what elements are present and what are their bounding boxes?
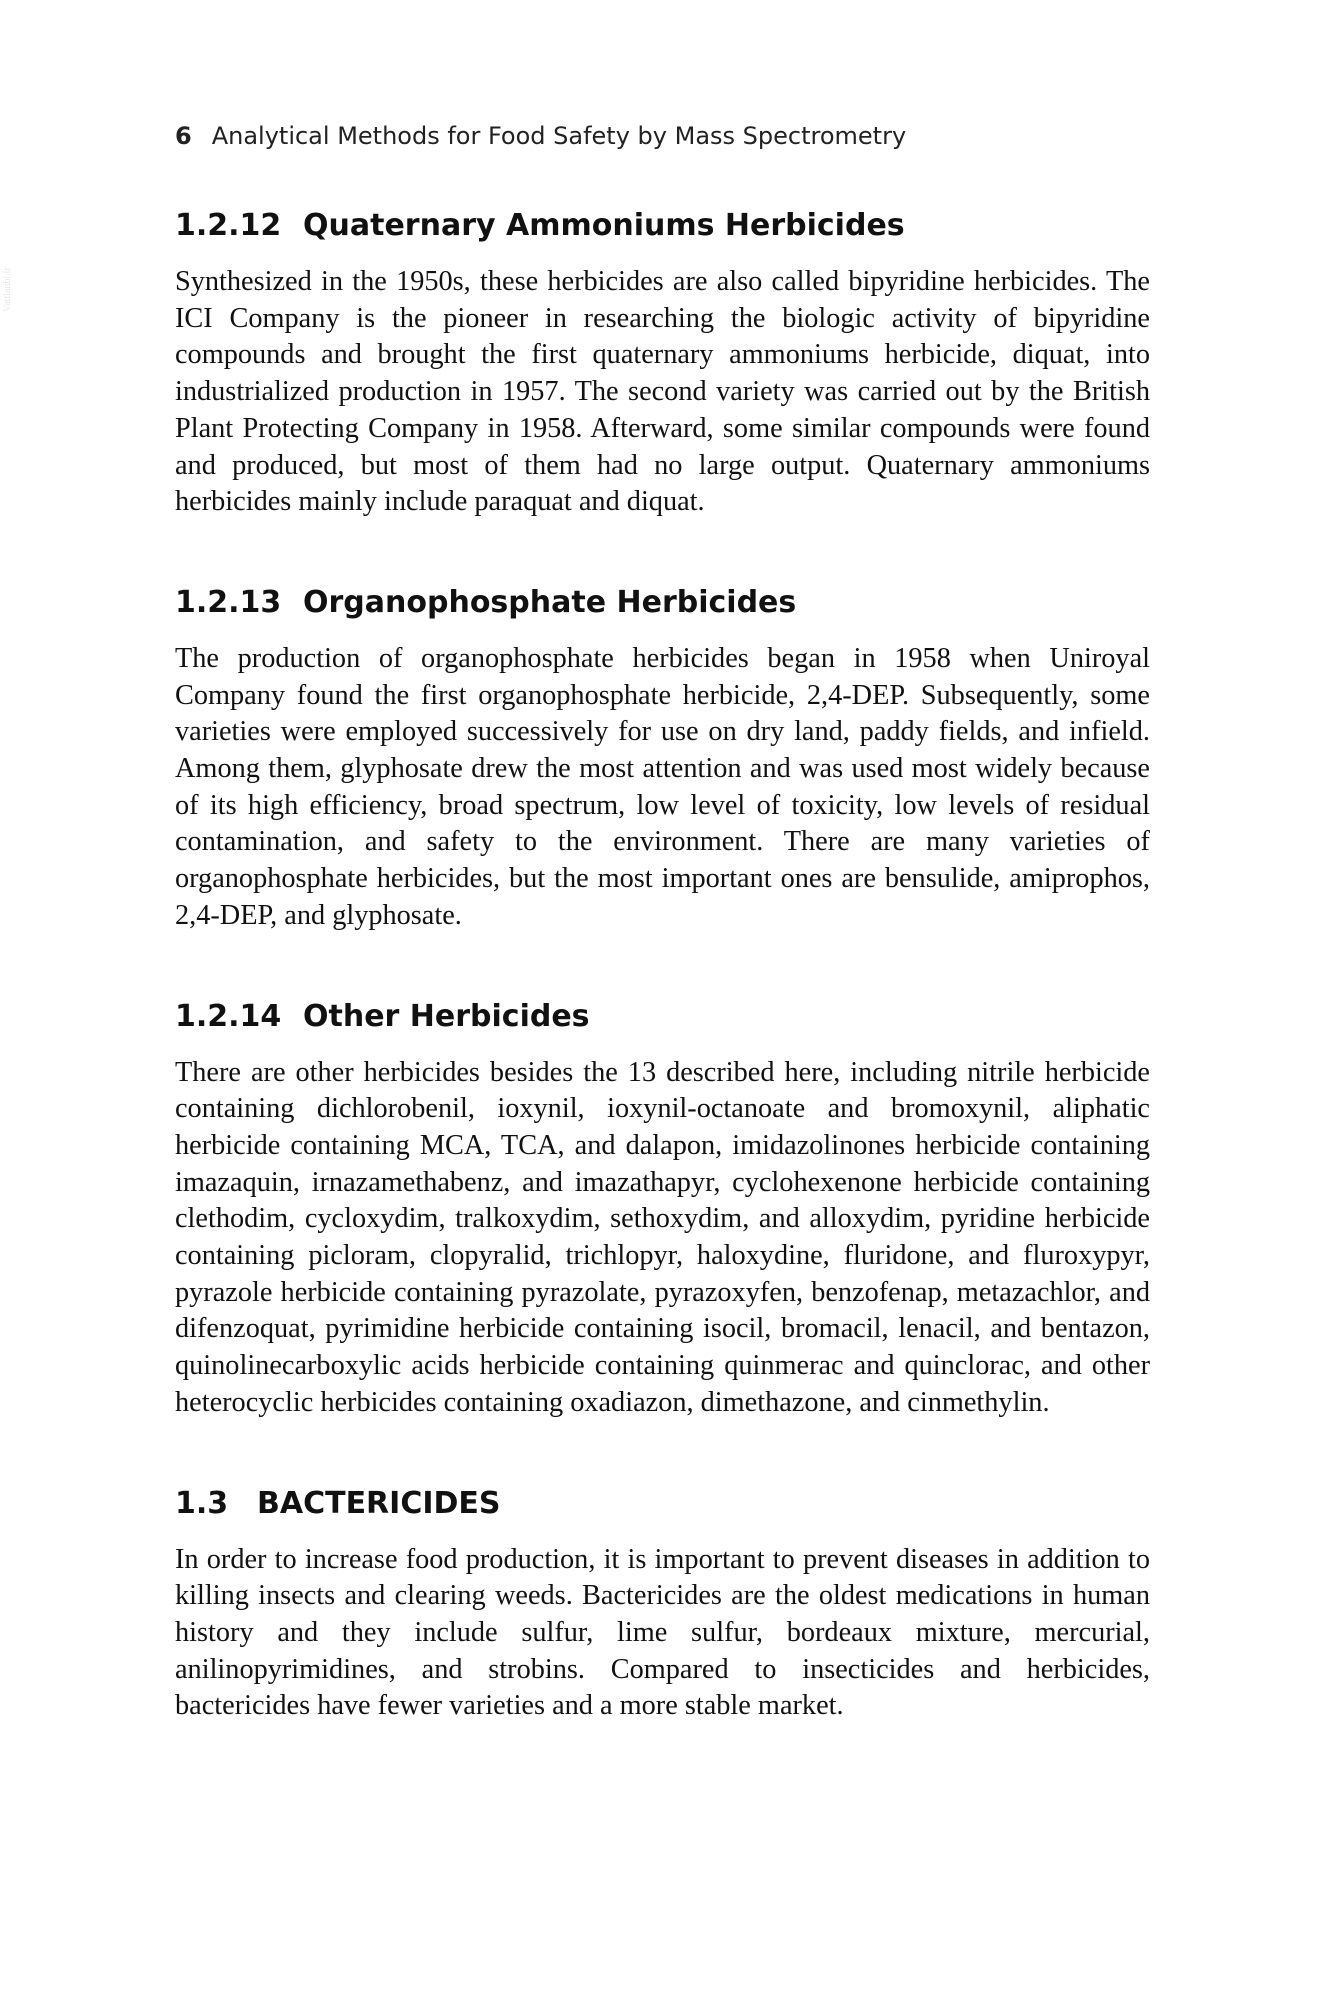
document-page (175, 118, 1150, 1725)
section-paragraph: In order to increase food production, it is important to prevent diseases in addition to killing insects and clearing weeds. Bactericides are the oldest medications in human history and they include sulfur, lime sulfur, bordeaux mixture, mercurial, anilinopyrimidines, and strobins. Compared to insecticides and herbicides, bactericides have fewer varieties and a more stable market. (175, 1543, 1150, 1722)
section-quaternary-ammoniums-herbicides (175, 206, 1150, 521)
section-number: 1.2.12 (175, 208, 282, 243)
section-number: 1.2.14 (175, 998, 282, 1034)
section-organophosphate-herbicides (175, 583, 1150, 935)
section-heading (175, 997, 1150, 1037)
section-paragraph: The production of organophosphate herbicides began in 1958 when Uniroyal Company found the first organophosphate herbicide, 2,4-DEP. Subsequently, some varieties were employed successively for use on dry land, paddy fields, and infield. Among them, glyphosate drew the most attention and was used most widely because of its high efficiency, broad spectrum, low level of toxicity, low levels of residual contamination, and safety to the environment. There are many varieties of organophosphate herbicides, but the most important ones are bensulide, amiprophos, 2,4-DEP, and glyphosate. (175, 642, 1150, 931)
running-header (175, 118, 1150, 154)
section-title: Organophosphate Herbicides (303, 584, 797, 620)
section-title: BACTERICIDES (257, 1485, 501, 1521)
page-number: 6 (175, 122, 192, 150)
section-bactericides (175, 1484, 1150, 1726)
watermark: Vattlanbi.ir (2, 267, 13, 312)
section-paragraph: There are other herbicides besides the 13 described here, including nitrile herbicide containing dichlorobenil, ioxynil, ioxynil-octanoate and bromoxynil, aliphatic herbicide containing MCA, TCA, and dalapon, imidazolinones herbicide containing imazaquin, irnazamethabenz, and imazathapyr, cyclohexenone herbicide containing clethodim, cycloxydim, tralkoxydim, sethoxydim, and alloxydim, pyridine herbicide containing picloram, clopyralid, trichlopyr, haloxydine, fluridone, and fluroxypyr, pyrazole herbicide containing pyrazolate, pyrazoxyfen, benzofenap, metazachlor, and difenzoquat, pyrimidine herbicide containing isocil, bromacil, lenacil, and bentazon, quinolinecarboxylic acids herbicide containing quinmerac and quinclorac, and other heterocyclic herbicides containing oxadiazon, dimethazone, and cinmethylin. (175, 1056, 1150, 1418)
section-other-herbicides (175, 997, 1150, 1422)
section-number: 1.2.13 (175, 584, 282, 620)
section-title: Other Herbicides (303, 998, 590, 1034)
running-title: Analytical Methods for Food Safety by Mass Spectrometry (211, 122, 907, 150)
section-heading (175, 1484, 1150, 1524)
section-heading (175, 206, 1150, 246)
section-title: Quaternary Ammoniums Herbicides (303, 208, 905, 243)
section-number: 1.3 (175, 1485, 229, 1521)
section-paragraph: Synthesized in the 1950s, these herbicides are also called bipyridine herbicides. The ICI Company is the pioneer in researching the biologic activity of bipyridine compounds and brought the first quaternary ammoniums herbicide, diquat, into industrialized production in 1957. The second variety was carried out by the British Plant Protecting Company in 1958. Afterward, some similar compounds were found and produced, but most of them had no large output. Quaternary ammoniums herbicides mainly include paraquat and diquat. (175, 266, 1150, 518)
section-heading (175, 583, 1150, 623)
